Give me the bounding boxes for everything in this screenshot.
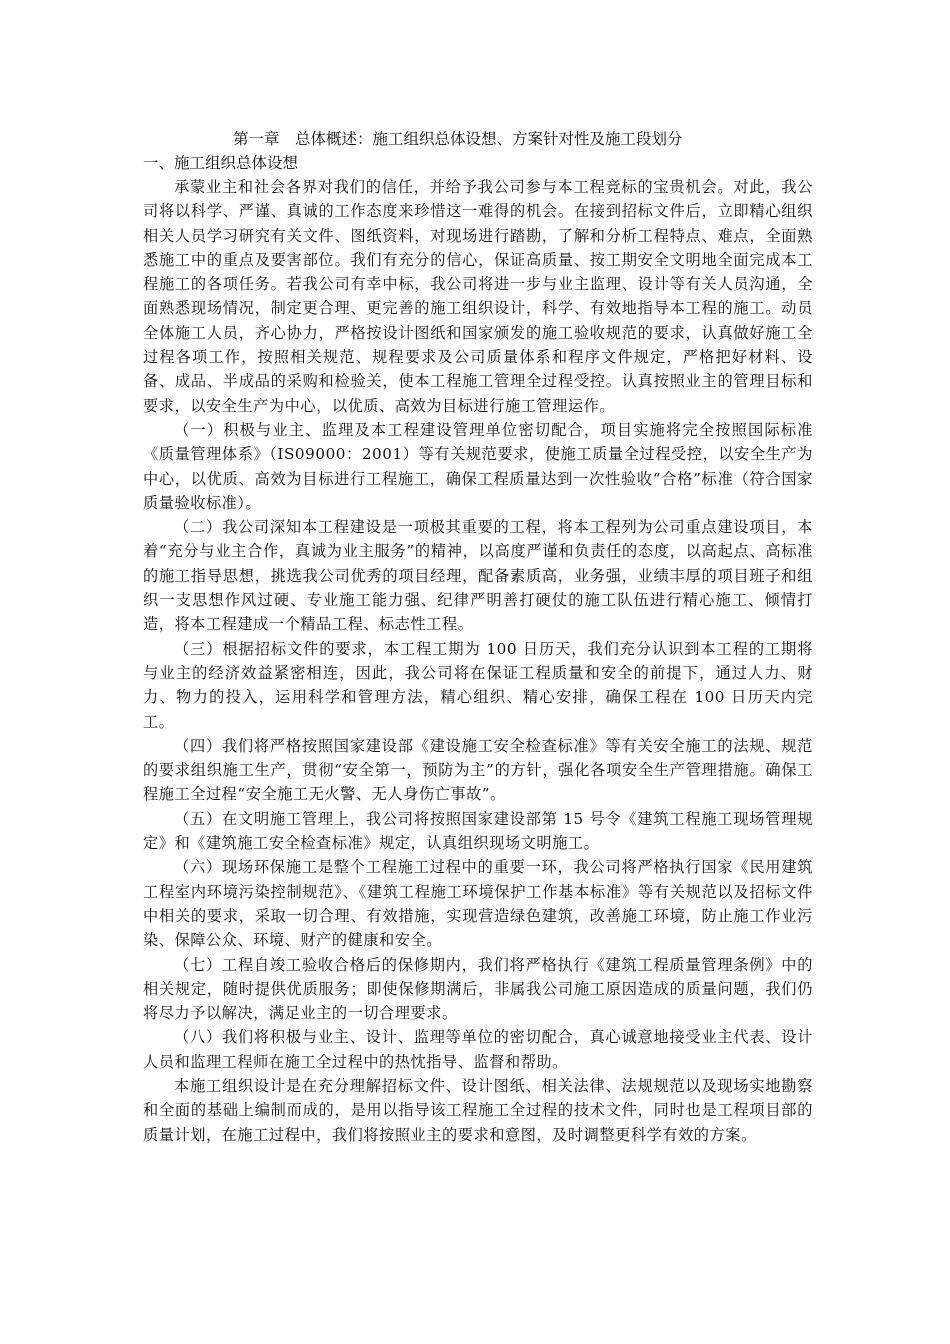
paragraph-item-6: （六）现场环保施工是整个工程施工过程中的重要一环，我公司将严格执行国家《民用建筑工程室内环境污染控制规范》、《建筑工程施工环境保护工作基本标准》等有关规范以及招标文件中相关的要求，采取一切合理、有效措施，实现营造绿色建筑，改善施工环境，防止施工作业污染、保障公众、环境、财产的健康和安全。	[143, 858, 813, 950]
paragraph-item-3: （三）根据招标文件的要求，本工程工期为 100 日历天，我们充分认识到本工程的工期将与业主的经济效益紧密相连，因此，我公司将在保证工程质量和安全的前提下，通过人力、财力、物力的投入，运用科学和管理方法，精心组织、精心安排，确保工程在 100 日历天内完工。	[143, 639, 813, 731]
paragraph-intro: 承蒙业主和社会各界对我们的信任，并给予我公司参与本工程竞标的宝贵机会。对此，我公司将以科学、严谨、真诚的工作态度来珍惜这一难得的机会。在接到招标文件后，立即精心组织相关人员学习研究有关文件、图纸资料，对现场进行踏勘，了解和分析工程特点、难点，全面熟悉施工中的重点及要害部位。我们有充分的信心，保证高质量、按工期安全文明地全面完成本工程施工的各项任务。若我公司有幸中标，我公司将进一步与业主监理、设计等有关人员沟通，全面熟悉现场情况，制定更合理、更完善的施工组织设计，科学、有效地指导本工程的施工。动员全体施工人员，齐心协力，严格按设计图纸和国家颁发的施工验收规范的要求，认真做好施工全过程各项工作，按照相关规范、规程要求及公司质量体系和程序文件规定，严格把好材料、设备、成品、半成品的采购和检验关，使本工程施工管理全过程受控。认真按照业主的管理目标和要求，以安全生产为中心，以优质、高效为目标进行施工管理运作。	[143, 178, 813, 415]
paragraph-item-2: （二）我公司深知本工程建设是一项极其重要的工程，将本工程列为公司重点建设项目，本着“充分与业主合作，真诚为业主服务”的精神，以高度严谨和负责任的态度，以高起点、高标准的施工指导思想，挑选我公司优秀的项目经理，配备素质高，业务强，业绩丰厚的项目班子和组织一支思想作风过硬、专业施工能力强、纪律严明善打硬仗的施工队伍进行精心施工、倾情打造，将本工程建成一个精品工程、标志性工程。	[143, 518, 813, 634]
paragraph-item-5: （五）在文明施工管理上，我公司将按照国家建设部第 15 号令《建筑工程施工现场管理规定》和《建筑施工安全检查标准》规定，认真组织现场文明施工。	[143, 809, 813, 853]
paragraph-item-7: （七）工程自竣工验收合格后的保修期内，我们将严格执行《建筑工程质量管理条例》中的相关规定，随时提供优质服务；即使保修期满后，非属我公司施工原因造成的质量问题，我们仍将尽力予以解决，满足业主的一切合理要求。	[143, 955, 813, 1023]
paragraph-conclusion: 本施工组织设计是在充分理解招标文件、设计图纸、相关法律、法规规范以及现场实地勘察和全面的基础上编制而成的，是用以指导该工程施工全过程的技术文件，同时也是工程项目部的质量计划，在施工过程中，我们将按照业主的要求和意图，及时调整更科学有效的方案。	[143, 1076, 813, 1144]
section-heading: 一、施工组织总体设想	[143, 154, 299, 172]
chapter-title: 第一章 总体概述：施工组织总体设想、方案针对性及施工段划分	[233, 130, 683, 148]
paragraph-item-8: （八）我们将积极与业主、设计、监理等单位的密切配合，真心诚意地接受业主代表、设计人员和监理工程师在施工全过程中的热忱指导、监督和帮助。	[143, 1028, 813, 1071]
paragraph-item-1: （一）积极与业主、监理及本工程建设管理单位密切配合，项目实施将完全按照国际标准《质量管理体系》（IS09000：2001）等有关规范要求，使施工质量全过程受控，以安全生产为中心，以优质、高效为目标进行工程施工，确保工程质量达到一次性验收“合格”标准（符合国家质量验收标准）。	[143, 420, 813, 512]
document-page	[143, 127, 813, 1147]
paragraph-item-4: （四）我们将严格按照国家建设部《建设施工安全检查标准》等有关安全施工的法规、规范的要求组织施工生产，贯彻“安全第一，预防为主”的方针，强化各项安全生产管理措施。确保工程施工全过程“安全施工无火警、无人身伤亡事故”。	[143, 736, 813, 804]
